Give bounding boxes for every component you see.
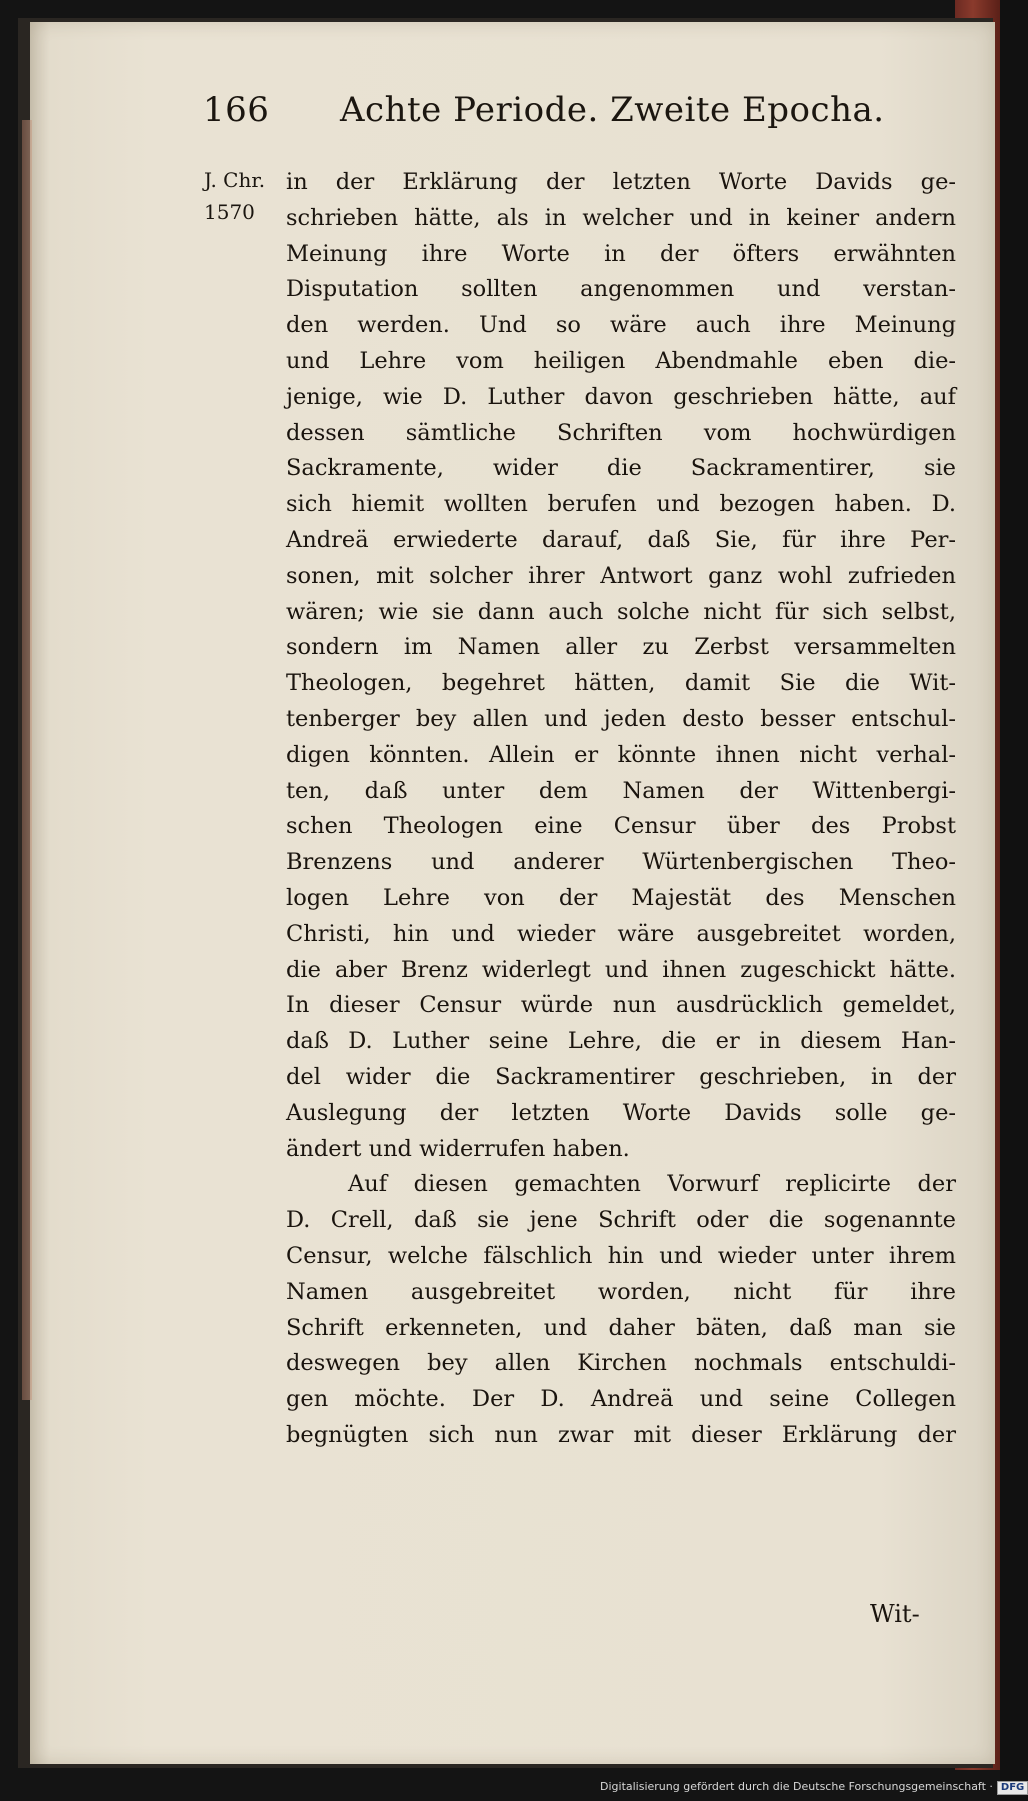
- text-line: Sackramente, wider die Sackramentirer, sie: [286, 455, 956, 482]
- margin-note-era: J. Chr.: [204, 168, 266, 192]
- text-line: Meinung ihre Worte in der öfters erwähnten: [286, 240, 956, 267]
- page-edge-stain: [22, 120, 32, 1400]
- text-line: tenberger bey allen und jeden desto besser entschul-: [286, 705, 956, 732]
- text-line: schen Theologen eine Censur über des Probst: [286, 813, 956, 840]
- text-line: Andreä erwiederte darauf, daß Sie, für ihre Per-: [286, 526, 956, 553]
- digitization-credit: [600, 1780, 1025, 1798]
- body-text: [286, 165, 956, 1454]
- text-line: schrieben hätte, als in welcher und in keiner andern: [286, 204, 956, 231]
- text-line: Censur, welche fälschlich hin und wieder unter ihrem: [286, 1242, 956, 1269]
- text-line: deswegen bey allen Kirchen nochmals entschuldi-: [286, 1350, 956, 1377]
- text-line: daß D. Luther seine Lehre, die er in diesem Han-: [286, 1028, 956, 1055]
- text-line: D. Crell, daß sie jene Schrift oder die sogenannte: [286, 1207, 956, 1234]
- text-line: wären; wie sie dann auch solche nicht für sich selbst,: [286, 598, 956, 625]
- text-line: del wider die Sackramentirer geschrieben, in der: [286, 1063, 956, 1090]
- text-line: digen könnten. Allein er könnte ihnen nicht verhal-: [286, 741, 956, 768]
- text-line: gen möchte. Der D. Andreä und seine Collegen: [286, 1386, 956, 1413]
- credit-text: Digitalisierung gefördert durch die Deutsche Forschungsgemeinschaft ·: [600, 1780, 993, 1793]
- text-line: Namen ausgebreitet worden, nicht für ihre: [286, 1278, 956, 1305]
- running-title: Achte Periode. Zweite Epocha.: [340, 90, 885, 130]
- text-line: Auslegung der letzten Worte Davids solle ge-: [286, 1099, 956, 1126]
- margin-note-year: 1570: [204, 200, 255, 224]
- catchword: Wit-: [870, 1600, 920, 1628]
- text-line: begnügten sich nun zwar mit dieser Erklärung der: [286, 1421, 956, 1448]
- dfg-logo: DFG: [997, 1781, 1028, 1795]
- text-line: in der Erklärung der letzten Worte Davids ge-: [286, 169, 956, 195]
- text-line: Brenzens und anderer Würtenbergischen Theo-: [286, 849, 956, 876]
- text-line: jenige, wie D. Luther davon geschrieben hätte, auf: [286, 383, 956, 410]
- text-line: Theologen, begehret hätten, damit Sie die Wit-: [286, 670, 956, 697]
- text-line: sich hiemit wollten berufen und bezogen haben. D.: [286, 491, 956, 518]
- text-line: ändert und widerrufen haben.: [286, 1135, 630, 1162]
- text-line: Disputation sollten angenommen und verstan-: [286, 276, 956, 303]
- text-line: sondern im Namen aller zu Zerbst versammelten: [286, 634, 956, 661]
- text-line: ten, daß unter dem Namen der Wittenbergi-: [286, 777, 956, 804]
- text-line: die aber Brenz widerlegt und ihnen zugeschickt hätte.: [286, 956, 956, 983]
- text-line: In dieser Censur würde nun ausdrücklich gemeldet,: [286, 992, 956, 1019]
- text-line: Schrift erkenneten, und daher bäten, daß man sie: [286, 1314, 956, 1341]
- text-line: und Lehre vom heiligen Abendmahle eben die-: [286, 347, 956, 374]
- paragraph-start-line: Auf diesen gemachten Vorwurf replicirte der: [348, 1171, 956, 1198]
- text-line: logen Lehre von der Majestät des Menschen: [286, 884, 956, 911]
- page-number: 166: [203, 90, 270, 130]
- text-line: dessen sämtliche Schriften vom hochwürdigen: [286, 419, 956, 446]
- text-line: sonen, mit solcher ihrer Antwort ganz wohl zufrieden: [286, 562, 956, 589]
- text-line: den werden. Und so wäre auch ihre Meinung: [286, 312, 956, 339]
- text-line: Christi, hin und wieder wäre ausgebreitet worden,: [286, 920, 956, 947]
